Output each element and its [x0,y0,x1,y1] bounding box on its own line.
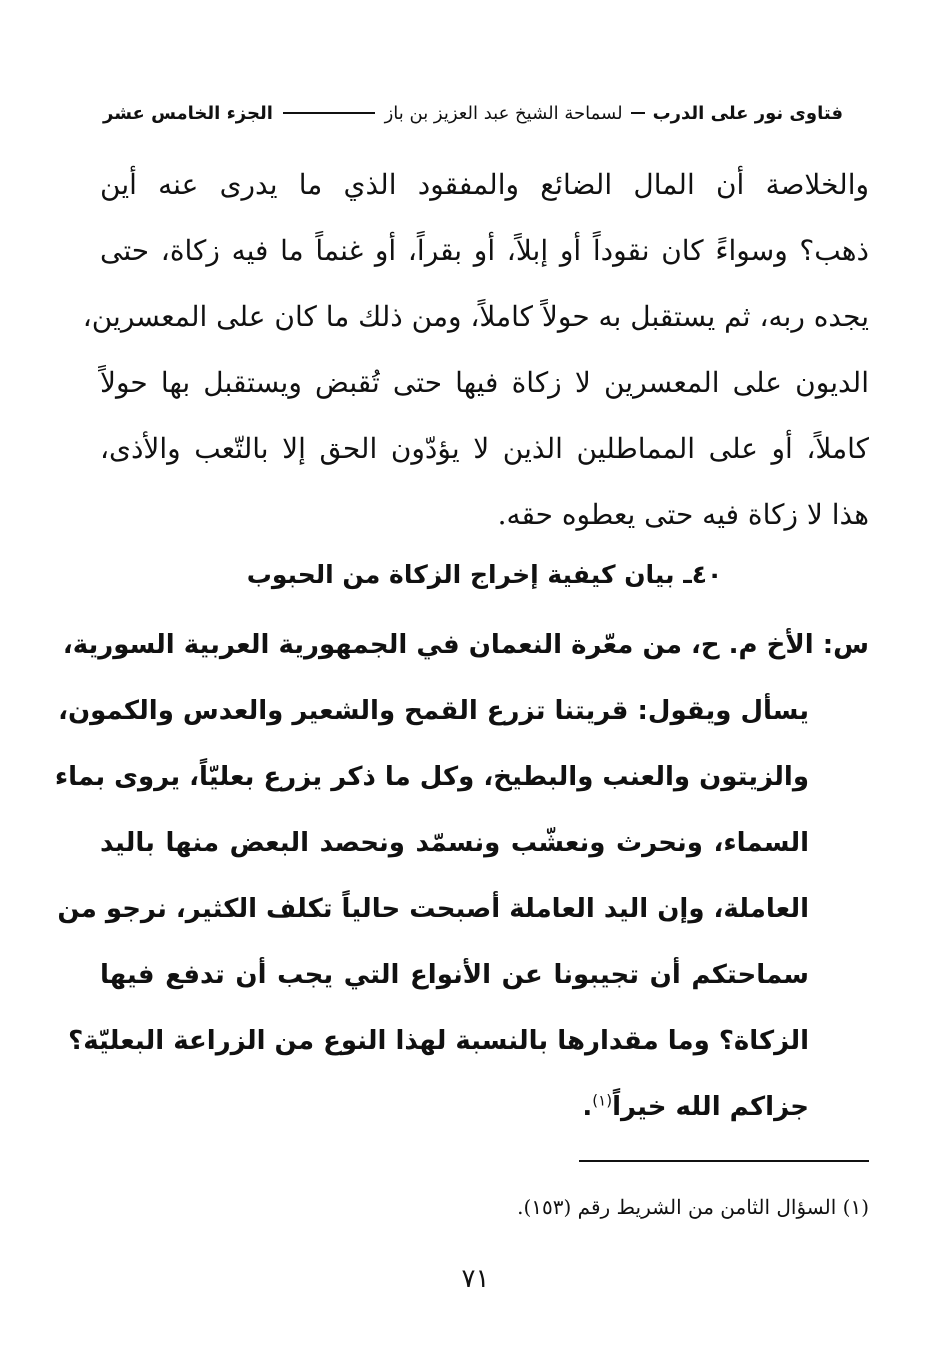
question-line: يسأل ويقول: قريتنا تزرع القمح والشعير والعدس والكمون، [58,696,809,726]
paragraph-line: يجده ربه، ثم يستقبل به حولاً كاملاً، ومن ذلك ما كان على المعسرين، [82,300,869,333]
question-closing: جزاكم الله خيراً [612,1092,809,1122]
header-book-info [385,103,843,124]
header-book-title: فتاوى نور على الدرب [652,102,843,124]
paragraph-conclusion [82,152,869,548]
paragraph-line: كاملاً، أو على المماطلين الذين لا يؤدّون الحق إلا بالتّعب والأذى، [100,432,869,465]
question-closing-end: . [582,1092,593,1122]
section-heading: ٤٠ـ بيان كيفية إخراج الزكاة من الحبوب [246,560,723,589]
footnote-separator [579,1160,869,1162]
header-rule [283,112,375,114]
paragraph-line: ذهب؟ وسواءً كان نقوداً أو إبلاً، أو بقراً، أو غنماً ما فيه زكاة، حتى [100,234,869,267]
question-line: س: الأخ م. ح، من معّرة النعمان في الجمهورية العربية السورية، [62,630,869,660]
question-block [54,612,869,1140]
question-line: السماء، ونحرث ونعشّب ونسمّد ونحصد البعض منها باليد [100,828,809,858]
question-line: العاملة، وإن اليد العاملة أصبحت حالياً تكلف الكثير، نرجو من [57,894,809,924]
question-line: والزيتون والعنب والبطيخ، وكل ما ذكر يزرع بعليّاً، يروى بماء [54,762,809,792]
header-dash [631,112,645,114]
header-author: لسماحة الشيخ عبد العزيز بن باز [384,102,623,124]
paragraph-line: هذا لا زكاة فيه حتى يعطوه حقه. [497,498,869,531]
question-line: الزكاة؟ وما مقدارها بالنسبة لهذا النوع من الزراعة البعليّة؟ [68,1026,809,1056]
paragraph-line: والخلاصة أن المال الضائع والمفقود الذي ما يدرى عنه أين [100,168,869,201]
running-header [103,96,843,130]
header-part: الجزء الخامس عشر [103,102,273,124]
question-line: سماحتكم أن تجيبونا عن الأنواع التي يجب أن تدفع فيها [100,960,809,990]
paragraph-line: الديون على المعسرين لا زكاة فيها حتى تُقبض ويستقبل بها حولاً [100,366,869,399]
page-number: ٧١ [461,1264,490,1294]
question-closing-line [100,1074,809,1140]
footnote: (١) السؤال الثامن من الشريط رقم (١٥٣). [517,1195,869,1219]
footnote-reference: (١) [592,1091,613,1110]
